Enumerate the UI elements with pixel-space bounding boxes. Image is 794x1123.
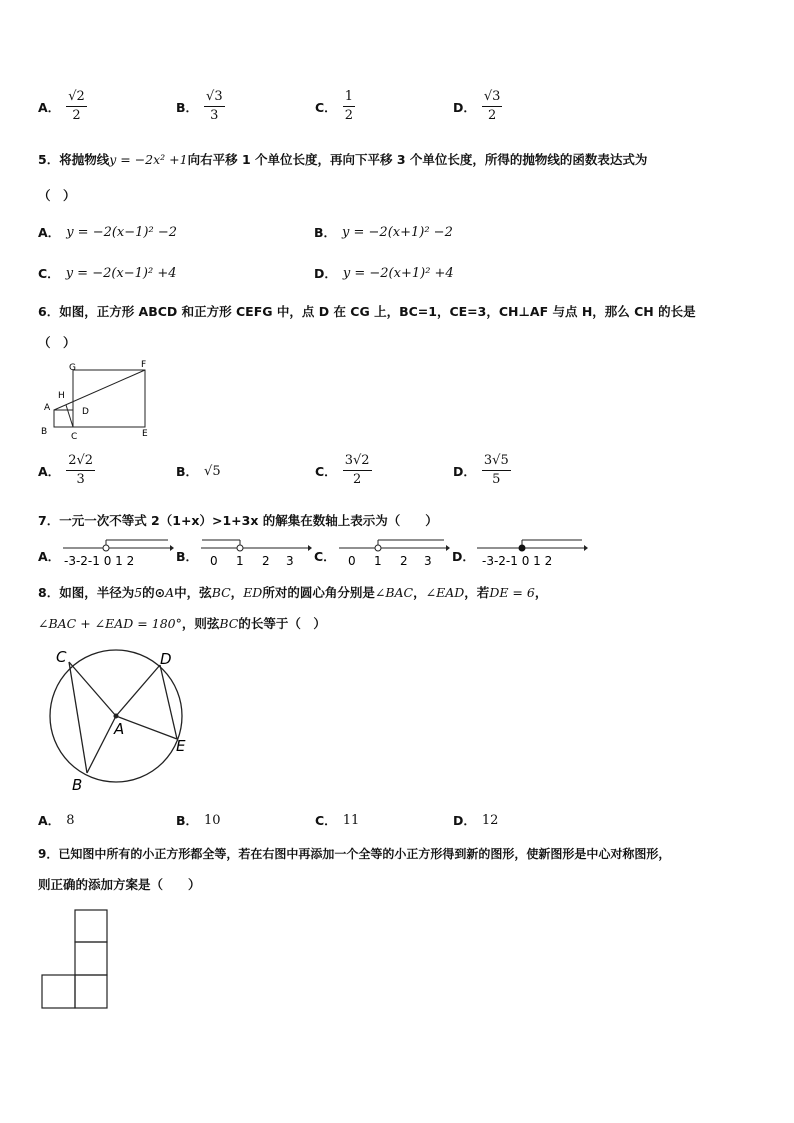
q5-option-b [314, 223, 453, 241]
tick-label: 0 [348, 554, 356, 568]
open-dot [375, 545, 381, 551]
q8-text: 中，弦 [174, 585, 212, 600]
label-h: H [58, 391, 65, 401]
label-a: A [44, 403, 51, 413]
q5-option-c [38, 264, 177, 282]
numerator: √3 [482, 88, 503, 107]
option-label: A． [38, 99, 61, 115]
center-point [114, 714, 119, 719]
q8-stem-line2 [38, 614, 326, 632]
tick-label: 3 [286, 554, 294, 568]
radius-ae [116, 716, 177, 739]
label-e: E [142, 429, 148, 439]
q6-option-b [176, 462, 221, 480]
option-label: A． [38, 225, 61, 240]
q4-option-c [315, 88, 355, 125]
option-value: 8 [66, 812, 75, 828]
q7-number-line-b [198, 536, 313, 570]
open-dot [237, 545, 243, 551]
option-expression: y = −2(x−1)² +4 [65, 265, 177, 281]
q5-option-a [38, 223, 177, 241]
q8-option-a [38, 811, 74, 829]
small-square [75, 910, 107, 942]
q8-circle-figure [44, 644, 204, 794]
option-label: A． [38, 463, 61, 479]
option-label: D． [453, 813, 476, 828]
tick-labels: -3-2-1 0 1 2 [64, 554, 135, 568]
q5-number: 5． [38, 152, 60, 167]
chord-bc: BC [211, 585, 231, 600]
q5-text-b: 向右平移 1 个单位长度，再向下平移 3 个单位长度，所得的抛物线的函数表达式为 [187, 152, 648, 167]
q8-text: ， [230, 585, 244, 600]
q6-stem: 6．如图，正方形 ABCD 和正方形 CEFG 中，点 D 在 CG 上，BC=1，CE=3，CH⊥AF 与点 H，那么 CH 的长是 [38, 304, 696, 319]
fraction [343, 452, 372, 489]
q9-stem-line2: 则正确的添加方案是（ ） [38, 877, 201, 892]
q8-options [38, 811, 758, 831]
radius-ab [87, 716, 116, 773]
q5-expression: y = −2x² +1 [109, 152, 188, 167]
option-label: A． [38, 813, 61, 828]
numerator: 2√2 [66, 452, 95, 471]
q8-text: 的⊙ [142, 585, 166, 600]
q6-option-c [315, 452, 372, 489]
q9-squares-figure [40, 908, 112, 1012]
option-label: C． [315, 813, 337, 828]
segment-ch [66, 405, 73, 427]
denominator: 2 [72, 108, 81, 123]
arrow [170, 545, 174, 551]
label-g: G [69, 363, 76, 373]
option-value: √5 [204, 463, 221, 479]
q5-stem [38, 150, 647, 168]
q4-option-b [176, 88, 225, 125]
label-d: D [82, 407, 89, 417]
q8-text: ，则弦 [181, 616, 220, 631]
numerator: √3 [204, 88, 225, 107]
q6-option-d [453, 452, 511, 489]
q6-square-figure [36, 358, 166, 442]
arrow [446, 545, 450, 551]
q7-stem: 7．一元一次不等式 2（1+x）>1+3x 的解集在数轴上表示为（ ） [38, 513, 438, 528]
q8-option-d [453, 811, 498, 829]
q8-option-c [315, 811, 359, 829]
label-f: F [141, 360, 147, 370]
de-value: DE = 6 [489, 585, 535, 600]
option-label: B． [314, 225, 337, 240]
q7-number-line-a [60, 536, 175, 570]
q8-text: ， [534, 585, 548, 600]
option-label: C． [315, 463, 337, 479]
option-label: D． [314, 266, 337, 281]
angle-sum: ∠BAC + ∠EAD = 180° [38, 616, 182, 631]
center-a: A [165, 585, 175, 600]
denominator: 2 [344, 108, 353, 123]
q5-text-a: 将抛物线 [59, 152, 110, 167]
q6-answer-paren: （ ） [38, 335, 76, 350]
small-square [75, 975, 107, 1008]
denominator: 5 [492, 472, 501, 487]
radius: 5 [134, 585, 143, 600]
q6-options [38, 452, 758, 496]
denominator: 2 [488, 108, 497, 123]
q7-number-line-c [336, 536, 451, 570]
angle-bac: ∠BAC [374, 585, 414, 600]
option-label: B． [176, 99, 199, 115]
label-b: B [41, 427, 48, 437]
tick-label: 1 [236, 554, 244, 568]
q5-option-d [314, 264, 454, 282]
numerator: 3√5 [482, 452, 511, 471]
tick-label: 2 [400, 554, 408, 568]
option-value: 12 [481, 812, 499, 828]
fraction [482, 88, 503, 125]
option-expression: y = −2(x−1)² −2 [66, 224, 177, 240]
q7-option-d-label: D． [452, 549, 475, 564]
q9-stem-line1: 9．已知图中所有的小正方形都全等，若在右图中再添加一个全等的小正方形得到新的图形，使新图形是中心对称图形， [38, 847, 671, 861]
square-cefg [73, 370, 145, 427]
open-dot [103, 545, 109, 551]
angle-ead: ∠EAD [425, 585, 465, 600]
option-value: 10 [204, 812, 221, 828]
q8-text: 8．如图，半径为 [38, 585, 135, 600]
radius-ad [116, 665, 160, 716]
option-label: D． [453, 463, 476, 479]
tick-label: 0 [210, 554, 218, 568]
numerator: 3√2 [343, 452, 372, 471]
label-d: D [160, 650, 172, 668]
fraction [482, 452, 511, 489]
label-c: C [56, 648, 67, 666]
q5-answer-paren: （ ） [38, 188, 76, 203]
q4-option-a [38, 88, 87, 125]
tick-label: 1 [374, 554, 382, 568]
q8-option-b [176, 811, 221, 829]
option-label: C． [315, 99, 337, 115]
fraction [343, 88, 355, 125]
q8-text: ，若 [464, 585, 490, 600]
q4-options [38, 88, 758, 128]
q7-option-a-label: A． [38, 549, 61, 564]
label-b: B [72, 776, 83, 794]
option-value: 11 [342, 812, 360, 828]
closed-dot [519, 545, 525, 551]
denominator: 3 [76, 472, 85, 487]
option-label: D． [453, 99, 476, 115]
option-expression: y = −2(x+1)² +4 [342, 265, 454, 281]
arrow [308, 545, 312, 551]
label-a: A [114, 720, 125, 738]
q8-stem-line1 [38, 583, 547, 601]
small-square [75, 942, 107, 975]
denominator: 2 [352, 472, 362, 487]
q8-text: ， [413, 585, 426, 600]
segment-af [54, 370, 145, 410]
label-e: E [176, 737, 186, 755]
q7-option-c-label: C． [314, 549, 336, 564]
q8-text: 所对的圆心角分别是 [262, 585, 375, 600]
option-label: B． [176, 464, 199, 479]
q7-option-b-label: B． [176, 549, 199, 564]
tick-label: 3 [424, 554, 432, 568]
denominator: 3 [210, 108, 219, 123]
fraction [66, 452, 95, 489]
q6-option-a [38, 452, 95, 489]
q7-number-line-d [474, 536, 589, 570]
option-label: C． [38, 266, 60, 281]
q8-text: 的长等于（ ） [238, 616, 326, 631]
numerator: 1 [343, 88, 355, 107]
tick-label: 2 [262, 554, 270, 568]
option-label: B． [176, 813, 199, 828]
label-c: C [71, 432, 78, 442]
chord-ed: ED [243, 585, 263, 600]
arrow [584, 545, 588, 551]
option-expression: y = −2(x+1)² −2 [342, 224, 453, 240]
numerator: √2 [66, 88, 87, 107]
q4-option-d [453, 88, 502, 125]
tick-labels: -3-2-1 0 1 2 [482, 554, 553, 568]
fraction [204, 88, 225, 125]
small-square [42, 975, 75, 1008]
chord-bc: BC [219, 616, 239, 631]
fraction [66, 88, 87, 125]
